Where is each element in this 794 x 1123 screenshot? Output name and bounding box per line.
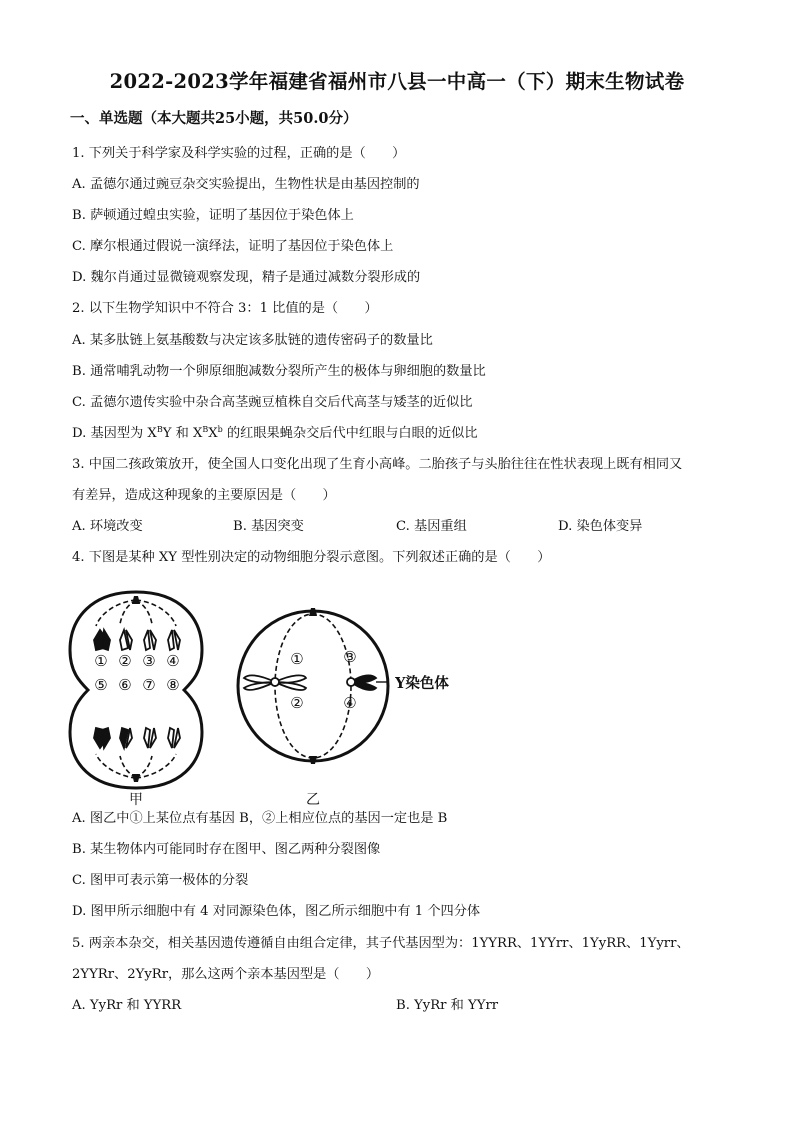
jia-cell-membrane: [70, 592, 202, 788]
q5-option-b[interactable]: B. YyRr 和 YYrr: [396, 998, 499, 1013]
q1-option-c[interactable]: C. 摩尔根通过假说一演绎法，证明了基因位于染色体上: [72, 239, 394, 254]
jia-num-4: ④: [166, 652, 180, 670]
jia-chromosomes-top: [94, 630, 180, 650]
q1-stem: 1. 下列关于科学家及科学实验的过程，正确的是（ ）: [72, 146, 406, 161]
q3-options: [0, 515, 794, 535]
figure-jia: [70, 592, 202, 788]
q3-option-d[interactable]: D. 染色体变异: [558, 519, 643, 534]
q3-option-b[interactable]: B. 基因突变: [233, 519, 304, 534]
q4-option-d[interactable]: D. 图甲所示细胞中有 4 对同源染色体，图乙所示细胞中有 1 个四分体: [72, 904, 481, 919]
jia-num-1: ①: [94, 652, 108, 670]
jia-centrosome-bottom: [132, 774, 140, 782]
q1-option-a[interactable]: A. 孟德尔通过豌豆杂交实验提出，生物性状是由基因控制的: [72, 177, 420, 192]
yi-caption: 乙: [306, 792, 320, 808]
q5-stem-line1: 5. 两亲本杂交，相关基因遗传遵循自由组合定律，其子代基因型为：1YYRR、1YYrr、1YyRR、1Yyrr、: [72, 936, 690, 951]
jia-num-7: ⑦: [142, 676, 156, 694]
yi-num-2: ②: [290, 694, 304, 712]
q4-option-b[interactable]: B. 某生物体内可能同时存在图甲、图乙两种分裂图像: [72, 842, 381, 857]
jia-caption: 甲: [129, 792, 143, 808]
q2-option-b[interactable]: B. 通常哺乳动物一个卵原细胞减数分裂所产生的极体与卵细胞的数量比: [72, 364, 486, 379]
q3-stem-line2: 有差异，造成这种现象的主要原因是（ ）: [72, 488, 336, 503]
q5-options: [0, 994, 794, 1014]
jia-chromosomes-bottom: [94, 728, 180, 748]
yi-y-label: Y染色体: [395, 675, 449, 692]
q4-option-a[interactable]: A. 图乙中①上某位点有基因 B，②上相应位点的基因一定也是 B: [72, 811, 448, 826]
jia-num-5: ⑤: [94, 676, 108, 694]
q5-stem-line2: 2YYRr、2YyRr，那么这两个亲本基因型是（ ）: [72, 967, 380, 982]
yi-centrosome-top: [309, 608, 317, 616]
yi-num-1: ①: [290, 650, 304, 668]
jia-num-6: ⑥: [118, 676, 132, 694]
jia-num-3: ③: [142, 652, 156, 670]
section-heading: 一、单选题（本大题共25小题，共50.0分）: [70, 110, 358, 127]
q3-option-c[interactable]: C. 基因重组: [396, 519, 467, 534]
figure-yi: [238, 608, 388, 764]
q3-option-a[interactable]: A. 环境改变: [72, 519, 143, 534]
q5-option-a[interactable]: A. YyRr 和 YYRR: [72, 998, 182, 1013]
page-title: 2022-2023学年福建省福州市八县一中高一（下）期末生物试卷: [109, 70, 685, 93]
cell-division-figures: [60, 578, 480, 810]
yi-num-4: ④: [343, 694, 357, 712]
jia-num-2: ②: [118, 652, 132, 670]
q2-stem: 2. 以下生物学知识中不符合 3：1 比值的是（ ）: [72, 301, 378, 316]
jia-centrosome-top: [132, 596, 140, 604]
q1-option-b[interactable]: B. 萨顿通过蝗虫实验，证明了基因位于染色体上: [72, 208, 354, 223]
q4-stem: 4. 下图是某种 XY 型性别决定的动物细胞分裂示意图。下列叙述正确的是（ ）: [72, 550, 551, 565]
q2-option-a[interactable]: A. 某多肽链上氨基酸数与决定该多肽链的遗传密码子的数量比: [72, 333, 433, 348]
q2-option-d[interactable]: D. 基因型为 $X^BY$ 和 $X^BX^b$ 的红眼果蝇杂交后代中红眼与白眼的近似比: [72, 425, 478, 441]
q1-option-d[interactable]: D. 魏尔肖通过显微镜观察发现，精子是通过减数分裂形成的: [72, 270, 421, 285]
yi-chromosome-left: [244, 675, 306, 690]
q4-option-c[interactable]: C. 图甲可表示第一极体的分裂: [72, 873, 249, 888]
yi-centrosome-bottom: [309, 756, 317, 764]
q2-option-c[interactable]: C. 孟德尔遗传实验中杂合高茎豌豆植株自交后代高茎与矮茎的近似比: [72, 395, 473, 410]
jia-num-8: ⑧: [166, 676, 180, 694]
q3-stem-line1: 3. 中国二孩政策放开，使全国人口变化出现了生育小高峰。二胎孩子与头胎往往在性状表现上既有相同又: [72, 457, 683, 472]
yi-num-3: ③: [343, 648, 357, 666]
